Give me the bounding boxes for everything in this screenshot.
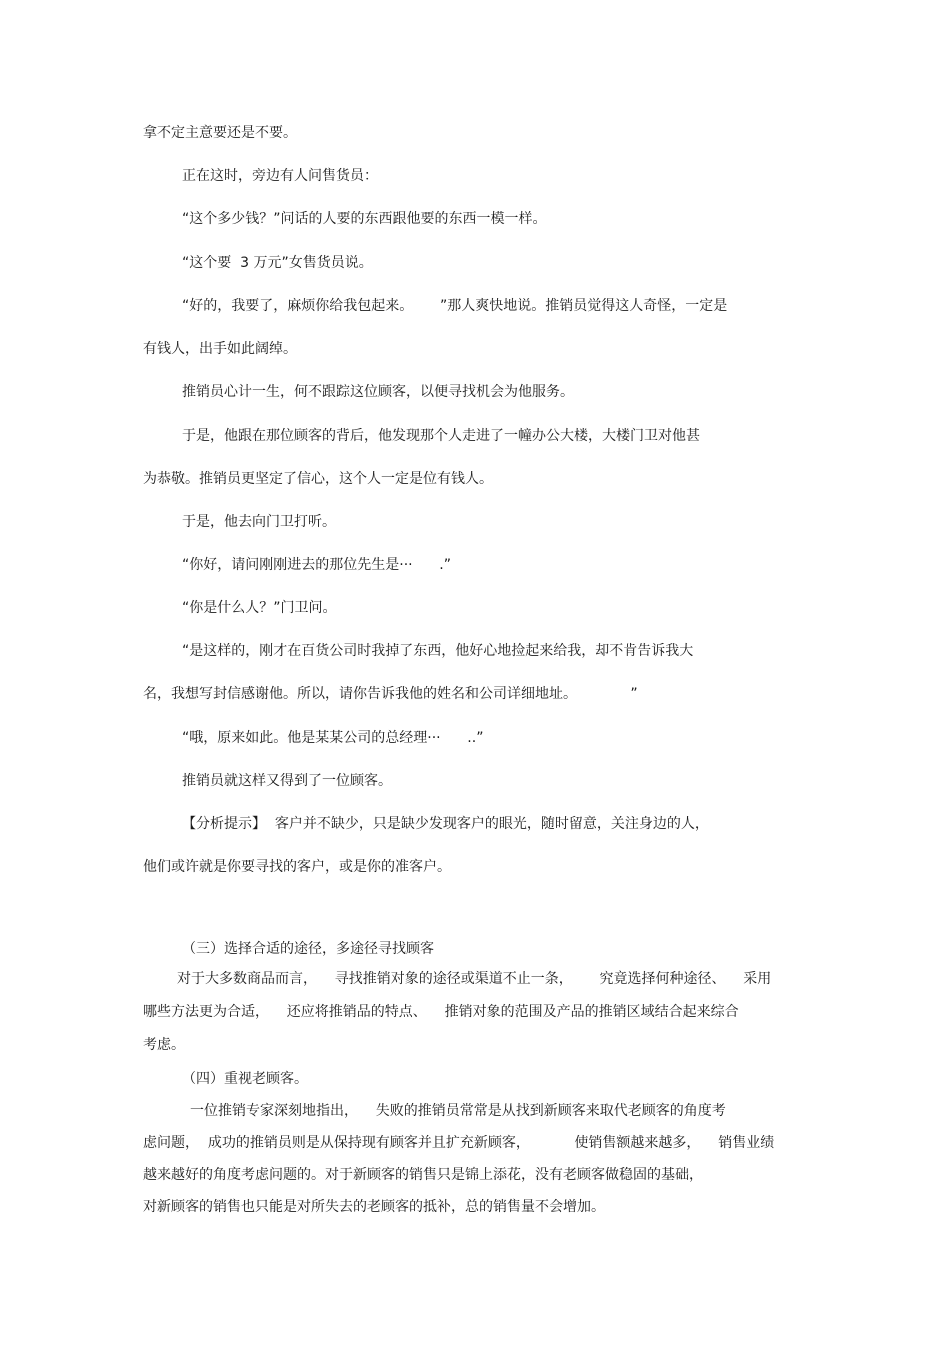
text-line: 正在这时，旁边有人问售货员： xyxy=(182,168,378,184)
text-line: 推销员就这样又得到了一位顾客。 xyxy=(182,773,392,789)
text-line: “好的，我要了，麻烦你给我包起来。 ”那人爽快地说。推销员觉得这人奇怪，一定是 xyxy=(182,298,728,314)
text-line: “哦，原来如此。他是某某公司的总经理··· ..” xyxy=(182,730,484,746)
text-line: 于是，他跟在那位顾客的背后，他发现那个人走进了一幢办公大楼，大楼门卫对他甚 xyxy=(182,428,700,444)
text-line: 对新顾客的销售也只能是对所失去的老顾客的抵补，总的销售量不会增加。 xyxy=(143,1199,605,1215)
text-line: “你是什么人？”门卫问。 xyxy=(182,600,337,616)
text-line: 哪些方法更为合适， 还应将推销品的特点、 推销对象的范围及产品的推销区域结合起来综合 xyxy=(143,1004,739,1020)
text-line: 越来越好的角度考虑问题的。对于新顾客的销售只是锦上添花，没有老顾客做稳固的基础， xyxy=(143,1167,703,1183)
text-line: 他们或许就是你要寻找的客户，或是你的准客户。 xyxy=(143,859,451,875)
section-heading: （四）重视老顾客。 xyxy=(182,1071,308,1087)
text-line: “这个多少钱？”问话的人要的东西跟他要的东西一模一样。 xyxy=(182,211,547,227)
section-heading: （三）选择合适的途径，多途径寻找顾客 xyxy=(182,941,434,957)
text-line: 为恭敬。推销员更坚定了信心，这个人一定是位有钱人。 xyxy=(143,471,493,487)
text-line: 对于大多数商品而言， 寻找推销对象的途径或渠道不止一条， 究竟选择何种途径、 采用 xyxy=(177,971,772,987)
text-line: “这个要 3 万元”女售货员说。 xyxy=(182,255,373,271)
text-line: 有钱人，出手如此阔绰。 xyxy=(143,341,297,357)
text-line: 一位推销专家深刻地指出， 失败的推销员常常是从找到新顾客来取代老顾客的角度考 xyxy=(190,1103,726,1119)
text-line: 名，我想写封信感谢他。所以，请你告诉我他的姓名和公司详细地址。 ” xyxy=(143,686,638,702)
text-line: 虑问题， 成功的推销员则是从保持现有顾客并且扩充新顾客， 使销售额越来越多， 销售业绩 xyxy=(143,1135,775,1151)
text-line: 推销员心计一生，何不跟踪这位顾客，以便寻找机会为他服务。 xyxy=(182,384,574,400)
text-line: 【分析提示】 客户并不缺少，只是缺少发现客户的眼光，随时留意，关注身边的人， xyxy=(182,816,709,832)
text-line: 于是，他去向门卫打听。 xyxy=(182,514,336,530)
text-line: 考虑。 xyxy=(143,1037,185,1053)
text-line: “是这样的，刚才在百货公司时我掉了东西，他好心地捡起来给我，却不肯告诉我大 xyxy=(182,643,694,659)
text-line: “你好，请问刚刚进去的那位先生是··· .” xyxy=(182,557,452,573)
text-line: 拿不定主意要还是不要。 xyxy=(143,125,297,141)
